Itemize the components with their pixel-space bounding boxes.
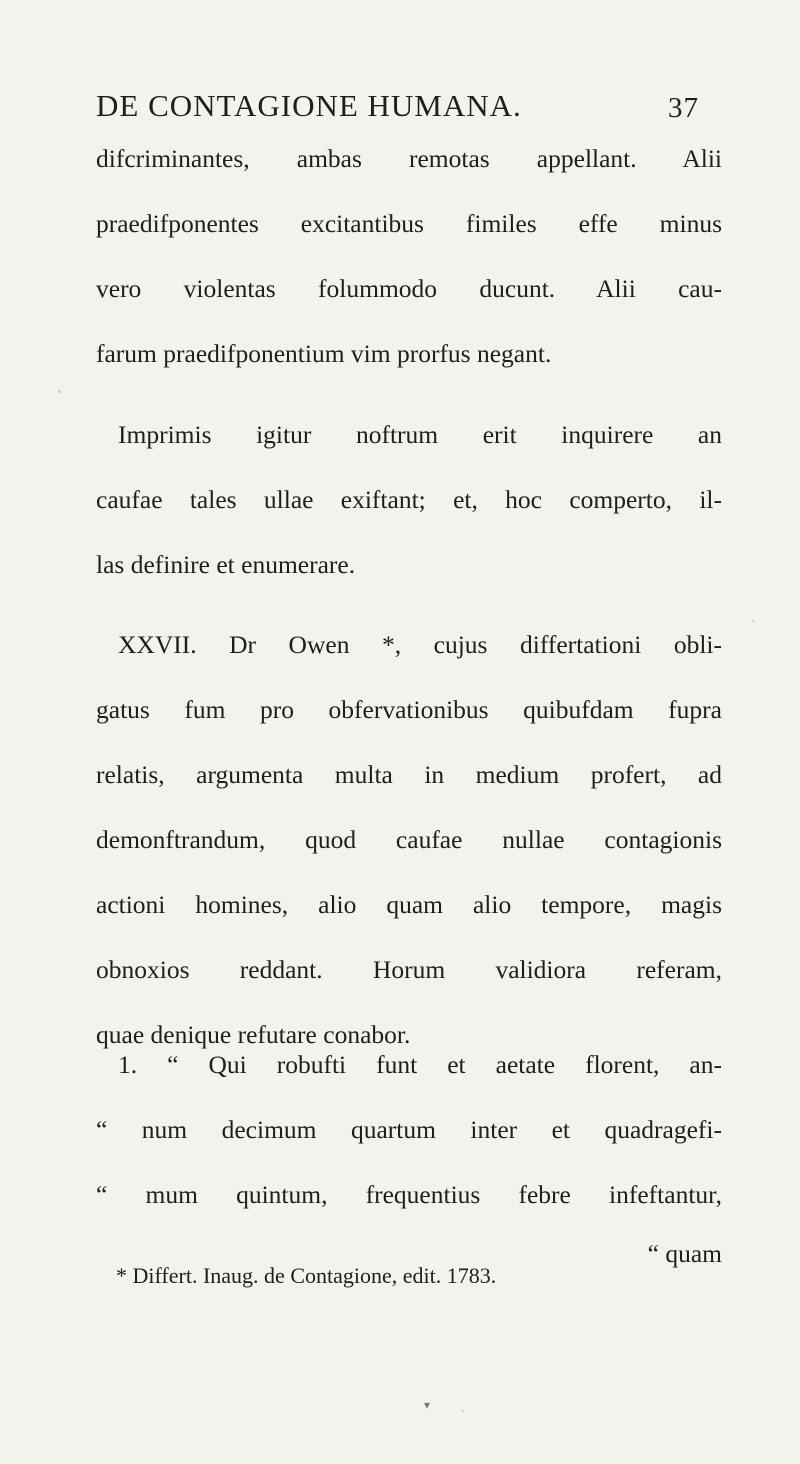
text-line: las definire et enumerare. <box>96 550 356 579</box>
text-line: actioni homines, alio quam alio tempore, magis <box>96 890 722 919</box>
paragraph-3 <box>96 612 722 1067</box>
text-line: 1. “ Qui robufti funt et aetate florent, an- <box>118 1050 722 1079</box>
print-mark-icon: ▾ <box>424 1398 431 1412</box>
page-number: 37 <box>668 92 699 124</box>
text-line: farum praedifponentium vim prorfus negant. <box>96 339 552 368</box>
paper-speck <box>462 1410 464 1412</box>
paragraph-1 <box>96 126 722 386</box>
text-line: praedifponentes excitantibus fimiles effe minus <box>96 209 722 238</box>
paragraph-4 <box>96 1032 722 1281</box>
catchword-line: “ quam <box>647 1239 722 1268</box>
text-line: difcriminantes, ambas remotas appellant. Alii <box>96 144 722 173</box>
paragraph-2 <box>96 402 722 597</box>
text-line: Imprimis igitur noftrum erit inquirere an <box>118 420 722 449</box>
text-line: demonftrandum, quod caufae nullae contagionis <box>96 825 722 854</box>
text-line: “ mum quintum, frequentius febre infeftantur, <box>96 1180 722 1209</box>
paper-speck <box>58 390 61 393</box>
text-line: XXVII. Dr Owen *, cujus differtationi obli- <box>118 630 722 659</box>
text-line: vero violentas folummodo ducunt. Alii cau- <box>96 274 722 303</box>
text-line: obnoxios reddant. Horum validiora referam, <box>96 955 722 984</box>
running-title: DE CONTAGIONE HUMANA. <box>96 88 522 123</box>
footnote: * Differt. Inaug. de Contagione, edit. 1783. <box>116 1263 497 1288</box>
text-line: quae denique refutare conabor. <box>96 1020 411 1049</box>
running-header <box>96 88 716 124</box>
text-line: gatus fum pro obfervationibus quibufdam fupra <box>96 695 722 724</box>
text-line: “ num decimum quartum inter et quadragefi- <box>96 1115 722 1144</box>
paper-speck <box>752 620 754 622</box>
text-line: caufae tales ullae exiftant; et, hoc comperto, il- <box>96 485 722 514</box>
text-line: relatis, argumenta multa in medium profert, ad <box>96 760 722 789</box>
